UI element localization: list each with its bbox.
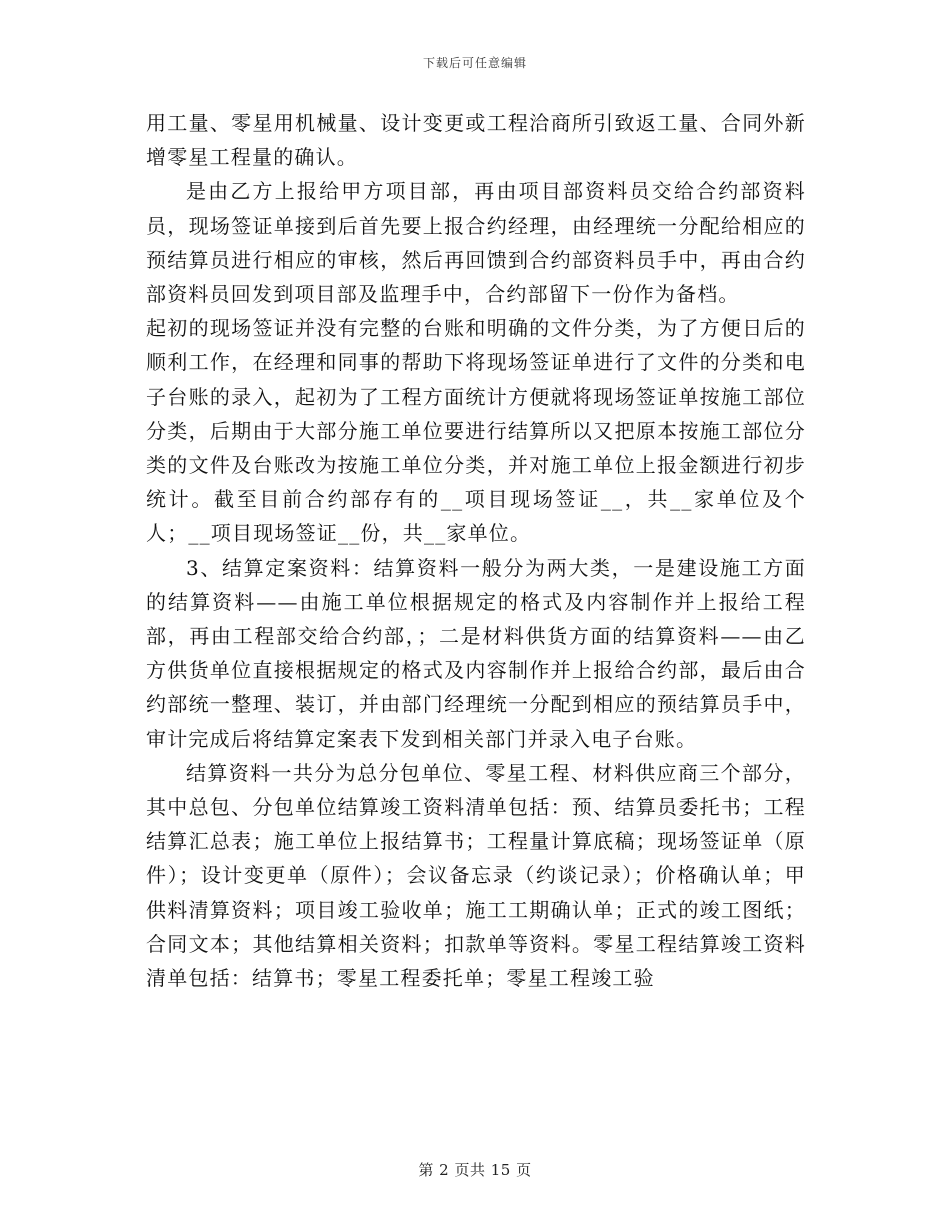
paragraph-visa-ledger: 起初的现场签证并没有完整的台账和明确的文件分类，为了方便日后的顺利工作，在经理和同事的帮助下将现场签证单进行了文件的分类和电子台账的录入，起初为了工程方面统计方便就将现场签证单按施工部位分类，后期由于大部分施工单位要进行结算所以又把原本按施工部位分类的文件及台账改为按施工单位分类，并对施工单位上报金额进行初步统计。截至目前合约部存有的__项目现场签证__，共__家单位及个人；__项目现场签证__份，共__家单位。: [146, 316, 806, 546]
paragraph-visa-process: 是由乙方上报给甲方项目部，再由项目部资料员交给合约部资料员，现场签证单接到后首先要上报合约经理，由经理统一分配给相应的预结算员进行相应的审核，然后再回馈到合约部资料员手中，再由合约部资料员回发到项目部及监理手中，合约部留下一份作为备档。: [146, 179, 806, 307]
page-number: 第 2 页共 15 页: [418, 1161, 532, 1179]
paragraph-continuation: 用工量、零星用机械量、设计变更或工程洽商所引致返工量、合同外新增零星工程量的确认。: [146, 111, 806, 170]
paragraph-settlement-materials: 3、结算定案资料：结算资料一般分为两大类，一是建设施工方面的结算资料——由施工单位根据规定的格式及内容制作并上报给工程部，再由工程部交给合约部，；二是材料供货方面的结算资料——由乙方供货单位直接根据规定的格式及内容制作并上报给合约部，最后由合约部统一整理、装订，并由部门经理统一分配到相应的预结算员手中，审计完成后将结算定案表下发到相关部门并录入电子台账。: [146, 555, 806, 751]
document-body: [146, 106, 806, 995]
paragraph-settlement-checklist: 结算资料一共分为总分包单位、零星工程、材料供应商三个部分，其中总包、分包单位结算竣工资料清单包括：预、结算员委托书；工程结算汇总表；施工单位上报结算书；工程量计算底稿；现场签证单（原件）；设计变更单（原件）；会议备忘录（约谈记录）；价格确认单；甲供料清算资料；项目竣工验收单；施工工期确认单；正式的竣工图纸；合同文本；其他结算相关资料；扣款单等资料。零星工程结算竣工资料清单包括：结算书；零星工程委托单；零星工程竣工验: [146, 760, 806, 991]
header-note: 下载后可任意编辑: [422, 56, 527, 70]
